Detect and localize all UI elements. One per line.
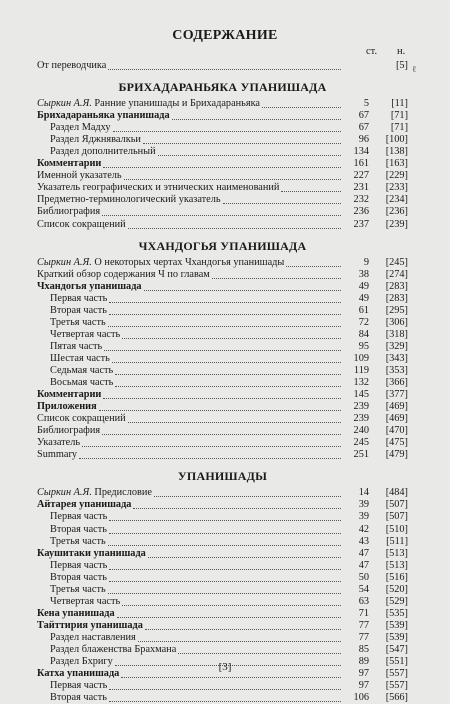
toc-entry-original-page: [507] <box>385 511 408 523</box>
toc-entry-title <box>37 632 136 644</box>
toc-entry-original-page: [306] <box>385 316 408 328</box>
toc-entry-original-page: [479] <box>385 449 408 461</box>
toc-entry-title <box>37 425 100 437</box>
toc-entry-page: 251 <box>353 449 369 461</box>
toc-entry[interactable] <box>37 499 408 511</box>
leader-dots <box>117 616 341 618</box>
leader-dots <box>113 130 341 132</box>
toc-entry-text: Третья часть <box>50 583 106 595</box>
toc-entry-page: 236 <box>353 206 369 218</box>
toc-entry-title <box>37 437 80 449</box>
toc-entry-page: 231 <box>353 182 369 194</box>
toc-entry-original-page: [475] <box>385 437 408 449</box>
toc-entry[interactable] <box>37 281 408 293</box>
toc-entry-page: 72 <box>358 316 369 328</box>
toc-entry-original-page: [239] <box>385 218 408 230</box>
toc-entry-title <box>37 194 221 206</box>
leader-dots <box>154 495 341 497</box>
toc-entry-page: 245 <box>353 437 369 449</box>
section-heading: УПАНИШАДЫ <box>177 469 268 484</box>
toc-entry-page: 119 <box>353 364 369 376</box>
toc-entry-original-page: [71] <box>390 122 408 134</box>
toc-entry-title <box>37 206 100 218</box>
leader-dots <box>109 700 341 702</box>
toc-entry[interactable] <box>37 110 408 122</box>
toc-entry-text: Приложения <box>37 401 97 413</box>
toc-entry-title <box>37 219 126 231</box>
toc-entry-original-page: [484] <box>385 487 408 499</box>
leader-dots <box>108 592 341 594</box>
toc-entry[interactable] <box>37 437 408 449</box>
toc-entry[interactable] <box>37 134 408 146</box>
toc-entry-text: Библиография <box>37 206 101 218</box>
toc-entry-title <box>37 620 143 632</box>
page-title: СОДЕРЖАНИЕ <box>172 28 278 43</box>
toc-entry[interactable] <box>37 194 408 206</box>
toc-entry-text: Катха упанишада <box>37 668 120 680</box>
toc-entry-text: Первая часть <box>50 680 108 692</box>
toc-entry-page: 43 <box>358 535 369 547</box>
toc-entry-page: 132 <box>353 377 369 389</box>
leader-dots <box>172 118 341 120</box>
toc-entry-original-page: [557] <box>385 668 408 680</box>
toc-entry-page: 47 <box>358 559 369 571</box>
leader-dots <box>281 190 341 192</box>
toc-entry-title <box>37 536 106 548</box>
toc-entry[interactable] <box>37 122 408 134</box>
leader-dots <box>108 544 341 546</box>
toc-entry-text: Седьмая часть <box>50 364 114 376</box>
toc-entry-title <box>37 449 77 461</box>
toc-entry-title <box>37 511 107 523</box>
leader-dots <box>109 568 341 570</box>
toc-entry[interactable] <box>37 365 408 377</box>
toc-entry[interactable] <box>37 329 408 341</box>
toc-entry-text: Список сокращений <box>37 413 126 425</box>
toc-entry[interactable] <box>37 341 408 353</box>
toc-entry-page: 134 <box>353 146 369 158</box>
toc-entry[interactable] <box>37 158 408 170</box>
toc-entry-original-page: [366] <box>385 377 408 389</box>
toc-entry-title <box>37 98 260 110</box>
table-of-contents <box>37 60 408 704</box>
toc-entry-text: Пятая часть <box>50 340 103 352</box>
toc-entry-original-page: [236] <box>385 206 408 218</box>
toc-entry-original-page: [229] <box>385 170 408 182</box>
section-heading: ЧХАНДОГЬЯ УПАНИШАДА <box>138 238 307 253</box>
toc-entry-title <box>37 158 101 170</box>
toc-entry-original-page: [470] <box>385 425 408 437</box>
toc-entry[interactable] <box>37 596 408 608</box>
toc-entry[interactable] <box>37 317 408 329</box>
leader-dots <box>109 519 341 521</box>
toc-entry-text: Чхандогья упанишада <box>37 280 142 292</box>
toc-entry-page: 61 <box>358 304 369 316</box>
toc-entry-original-page: [529] <box>385 595 408 607</box>
toc-entry-original-page: [513] <box>385 559 408 571</box>
toc-entry-page: 85 <box>358 643 369 655</box>
leader-dots <box>133 507 341 509</box>
toc-entry-page: 95 <box>358 340 369 352</box>
leader-dots <box>109 580 341 582</box>
toc-entry-page: 89 <box>358 656 369 668</box>
leader-dots <box>262 106 341 108</box>
toc-entry-text: Указатель <box>37 437 81 449</box>
toc-entry[interactable] <box>37 620 408 632</box>
toc-entry-text: Брихадараньяка упанишада <box>37 110 170 122</box>
toc-entry-original-page: [318] <box>385 328 408 340</box>
leader-dots <box>124 178 341 180</box>
toc-entry[interactable] <box>37 425 408 437</box>
toc-entry-title <box>37 644 176 656</box>
leader-dots <box>223 202 341 204</box>
toc-entry-text: Первая часть <box>50 511 108 523</box>
toc-entry-page: 67 <box>358 122 369 134</box>
leader-dots <box>286 265 341 267</box>
toc-entry-page: 240 <box>353 425 369 437</box>
toc-entry[interactable] <box>37 182 408 194</box>
toc-entry-original-page: [234] <box>385 194 408 206</box>
toc-entry-original-page: [5] <box>395 60 408 71</box>
toc-entry-page: 239 <box>353 401 369 413</box>
toc-entry-page: 84 <box>358 328 369 340</box>
toc-entry[interactable] <box>37 560 408 572</box>
toc-entry-original-page: [11] <box>391 98 408 110</box>
toc-entry[interactable] <box>37 644 408 656</box>
toc-entry-title <box>37 182 279 194</box>
leader-dots <box>115 385 341 387</box>
leader-dots <box>178 652 341 654</box>
leader-dots <box>128 421 341 423</box>
toc-entry[interactable] <box>37 353 408 365</box>
toc-entry-author: Сыркин А.Я. <box>37 487 92 499</box>
toc-entry-title <box>37 257 284 269</box>
toc-entry-text: Раздел Мадху <box>50 122 111 134</box>
toc-entry-title <box>37 269 210 281</box>
toc-entry-text: Раздел дополнительный <box>50 146 156 158</box>
toc-entry-title <box>37 305 107 317</box>
toc-entry[interactable] <box>37 219 408 231</box>
toc-entry-title <box>37 341 102 353</box>
toc-entry[interactable] <box>37 680 408 692</box>
toc-entry-title <box>37 122 111 134</box>
toc-entry-text: Раздел Яджнявалкьи <box>50 134 141 146</box>
toc-entry[interactable] <box>37 536 408 548</box>
toc-entry-text: Вторая часть <box>50 523 107 535</box>
toc-entry-original-page: [566] <box>385 692 408 704</box>
toc-entry-title <box>37 560 107 572</box>
leader-dots <box>102 214 341 216</box>
toc-entry[interactable] <box>37 269 408 281</box>
toc-entry-title <box>37 134 141 146</box>
toc-entry-page: 97 <box>358 680 369 692</box>
toc-entry-title <box>37 572 107 584</box>
toc-entry-text: Комментарии <box>37 158 102 170</box>
leader-dots <box>112 361 341 363</box>
toc-entry-title <box>37 317 106 329</box>
toc-entry-text: Восьмая часть <box>50 377 114 389</box>
toc-entry-title <box>37 170 122 182</box>
toc-entry-text: Третья часть <box>50 316 106 328</box>
toc-entry-original-page: [557] <box>385 680 408 692</box>
toc-entry-title <box>37 548 146 560</box>
toc-entry-page: 96 <box>358 134 369 146</box>
leader-dots <box>109 688 341 690</box>
toc-entry-original-page: [138] <box>385 146 408 158</box>
toc-entry-author: Сыркин А.Я. <box>37 98 92 110</box>
toc-entry-text: Вторая часть <box>50 571 107 583</box>
toc-entry-text: Раздел наставления <box>50 631 136 643</box>
toc-entry-title <box>37 680 107 692</box>
toc-entry-text: Айтарея упанишада <box>37 499 132 511</box>
toc-entry-text: Предметно-терминологический указатель <box>37 194 221 206</box>
toc-entry-text: Список сокращений <box>37 218 126 230</box>
leader-dots <box>143 142 341 144</box>
toc-entry-text: Шестая часть <box>50 352 110 364</box>
toc-entry-title <box>37 293 107 305</box>
leader-dots <box>121 676 341 678</box>
toc-entry-title <box>37 596 120 608</box>
leader-dots <box>122 604 341 606</box>
page-number: [3] <box>218 661 232 673</box>
toc-entry-original-page: [283] <box>385 292 408 304</box>
toc-entry-text: Четвертая часть <box>50 595 121 607</box>
toc-entry-title <box>37 110 170 122</box>
toc-entry[interactable] <box>37 146 408 158</box>
toc-entry-page: 227 <box>353 170 369 182</box>
toc-entry-title <box>37 146 156 158</box>
toc-entry[interactable] <box>37 206 408 218</box>
toc-entry-original-page: [469] <box>385 413 408 425</box>
toc-entry-text: Summary <box>37 449 78 461</box>
toc-entry-text: Первая часть <box>50 292 108 304</box>
toc-entry[interactable] <box>37 487 408 499</box>
toc-entry-original-page: [539] <box>385 619 408 631</box>
toc-entry-text: Вторая часть <box>50 692 107 704</box>
toc-entry-page: 14 <box>358 487 369 499</box>
toc-entry-page: 67 <box>358 110 369 122</box>
toc-entry-page: 39 <box>358 511 369 523</box>
toc-entry-title <box>37 401 97 413</box>
toc-entry-page: 38 <box>358 268 369 280</box>
margin-pencil-mark: ℓ <box>412 64 417 74</box>
leader-dots <box>103 397 341 399</box>
toc-entry-text: Третья часть <box>50 535 106 547</box>
toc-entry-text: Четвертая часть <box>50 328 121 340</box>
toc-entry-text: Раздел Бхригу <box>50 656 113 668</box>
toc-entry-page: 109 <box>353 352 369 364</box>
toc-entry-original-page: [539] <box>385 631 408 643</box>
toc-entry[interactable] <box>37 60 408 72</box>
leader-dots <box>104 349 341 351</box>
toc-entry[interactable] <box>37 293 408 305</box>
leader-dots <box>102 433 341 435</box>
toc-entry-title <box>37 281 142 293</box>
toc-entry-title <box>37 487 152 499</box>
toc-entry[interactable] <box>37 98 408 110</box>
toc-entry-text: Указатель географических и этнических наименований <box>37 182 280 194</box>
toc-entry-page: 63 <box>358 595 369 607</box>
toc-entry-page: 50 <box>358 571 369 583</box>
toc-entry-text: Кена упанишада <box>37 607 115 619</box>
toc-entry-original-page: [547] <box>385 643 408 655</box>
leader-dots <box>82 445 341 447</box>
toc-entry-title <box>37 413 126 425</box>
toc-entry-title <box>37 329 120 341</box>
toc-entry-original-page: [343] <box>385 352 408 364</box>
toc-entry-original-page: [507] <box>385 499 408 511</box>
toc-entry-text: Раздел блаженства Брахмана <box>50 643 177 655</box>
toc-entry-page: 49 <box>358 292 369 304</box>
toc-entry-original-page: [163] <box>385 158 408 170</box>
toc-entry-original-page: [329] <box>385 340 408 352</box>
toc-entry-page: 39 <box>358 499 369 511</box>
leader-dots <box>108 325 341 327</box>
toc-entry-original-page: [510] <box>385 523 408 535</box>
toc-entry[interactable] <box>37 511 408 523</box>
toc-entry-title <box>37 389 101 401</box>
toc-entry-page: 47 <box>358 547 369 559</box>
toc-entry-original-page: [520] <box>385 583 408 595</box>
toc-entry[interactable] <box>37 584 408 596</box>
toc-entry-original-page: [295] <box>385 304 408 316</box>
toc-entry-text: О некоторых чертах Чхандогья упанишады <box>91 256 285 268</box>
toc-entry-page: 9 <box>363 256 369 268</box>
toc-entry-title <box>37 608 115 620</box>
toc-entry[interactable] <box>37 524 408 536</box>
toc-entry-title <box>37 524 107 536</box>
toc-entry-original-page: [353] <box>385 364 408 376</box>
toc-entry-page: 77 <box>358 631 369 643</box>
toc-entry-page: 145 <box>353 389 369 401</box>
toc-entry-text: Библиография <box>37 425 101 437</box>
toc-entry-page: 239 <box>353 413 369 425</box>
toc-entry-original-page: [516] <box>385 571 408 583</box>
toc-entry[interactable] <box>37 608 408 620</box>
toc-entry-original-page: [469] <box>385 401 408 413</box>
toc-entry-text: Ранние упанишады и Брихадараньяка <box>91 98 260 110</box>
leader-dots <box>145 628 341 630</box>
leader-dots <box>148 556 341 558</box>
leader-dots <box>115 373 341 375</box>
toc-entry-page: 5 <box>363 98 369 110</box>
toc-entry-title <box>37 584 106 596</box>
column-header-original: н. <box>397 46 406 57</box>
leader-dots <box>109 532 341 534</box>
toc-entry-original-page: [274] <box>385 268 408 280</box>
toc-entry-text: Тайттирия упанишада <box>37 619 143 631</box>
leader-dots <box>128 227 341 229</box>
toc-entry-page: 49 <box>358 280 369 292</box>
toc-entry[interactable] <box>37 377 408 389</box>
toc-entry-author: Сыркин А.Я. <box>37 256 92 268</box>
toc-entry[interactable] <box>37 632 408 644</box>
toc-entry-page: 237 <box>353 218 369 230</box>
toc-entry[interactable] <box>37 257 408 269</box>
toc-entry-original-page: [100] <box>385 134 408 146</box>
leader-dots <box>109 313 341 315</box>
toc-entry[interactable] <box>37 389 408 401</box>
toc-entry-page: 106 <box>353 692 369 704</box>
toc-entry-text: Каушитаки упанишада <box>37 547 146 559</box>
toc-entry-title <box>37 377 113 389</box>
leader-dots <box>212 277 341 279</box>
toc-entry-title <box>37 353 110 365</box>
toc-entry-title <box>37 365 113 377</box>
toc-entry-page: 161 <box>353 158 369 170</box>
toc-entry[interactable] <box>37 413 408 425</box>
leader-dots <box>103 166 341 168</box>
toc-entry[interactable] <box>37 572 408 584</box>
leader-dots <box>122 337 341 339</box>
leader-dots <box>108 68 341 70</box>
toc-entry[interactable] <box>37 548 408 560</box>
toc-entry-page: 97 <box>358 668 369 680</box>
leader-dots <box>158 154 341 156</box>
toc-entry-original-page: [283] <box>385 280 408 292</box>
toc-entry-text: Комментарии <box>37 389 102 401</box>
toc-entry-title <box>37 60 106 72</box>
column-header-page: ст. <box>366 46 378 57</box>
toc-entry[interactable] <box>37 449 408 461</box>
toc-entry-page: 71 <box>358 607 369 619</box>
leader-dots <box>138 640 341 642</box>
toc-entry-text: Краткий обзор содержания Ч по главам <box>37 268 210 280</box>
toc-entry-page: 77 <box>358 619 369 631</box>
toc-entry-text: Предисловие <box>91 487 152 499</box>
toc-entry-original-page: [233] <box>385 182 408 194</box>
toc-entry-original-page: [71] <box>390 110 408 122</box>
toc-entry-original-page: [511] <box>386 535 408 547</box>
toc-entry[interactable] <box>37 170 408 182</box>
toc-entry-page: 42 <box>358 523 369 535</box>
leader-dots <box>79 457 341 459</box>
toc-entry-original-page: [245] <box>385 256 408 268</box>
toc-entry-title <box>37 499 131 511</box>
toc-entry-text: Именной указатель <box>37 170 122 182</box>
toc-entry[interactable] <box>37 401 408 413</box>
toc-entry[interactable] <box>37 305 408 317</box>
toc-entry-original-page: [551] <box>385 656 408 668</box>
leader-dots <box>99 409 341 411</box>
section-heading: БРИХАДАРАНЬЯКА УПАНИШАДА <box>118 80 327 95</box>
toc-entry-text: Первая часть <box>50 559 108 571</box>
toc-entry-text: Вторая часть <box>50 304 107 316</box>
leader-dots <box>144 289 341 291</box>
leader-dots <box>109 301 341 303</box>
toc-entry-page: 232 <box>353 194 369 206</box>
toc-entry-original-page: [535] <box>385 607 408 619</box>
toc-entry-original-page: [513] <box>385 547 408 559</box>
toc-entry-text: От переводчика <box>37 60 107 71</box>
toc-entry-page: 54 <box>358 583 369 595</box>
toc-entry-original-page: [377] <box>385 389 408 401</box>
